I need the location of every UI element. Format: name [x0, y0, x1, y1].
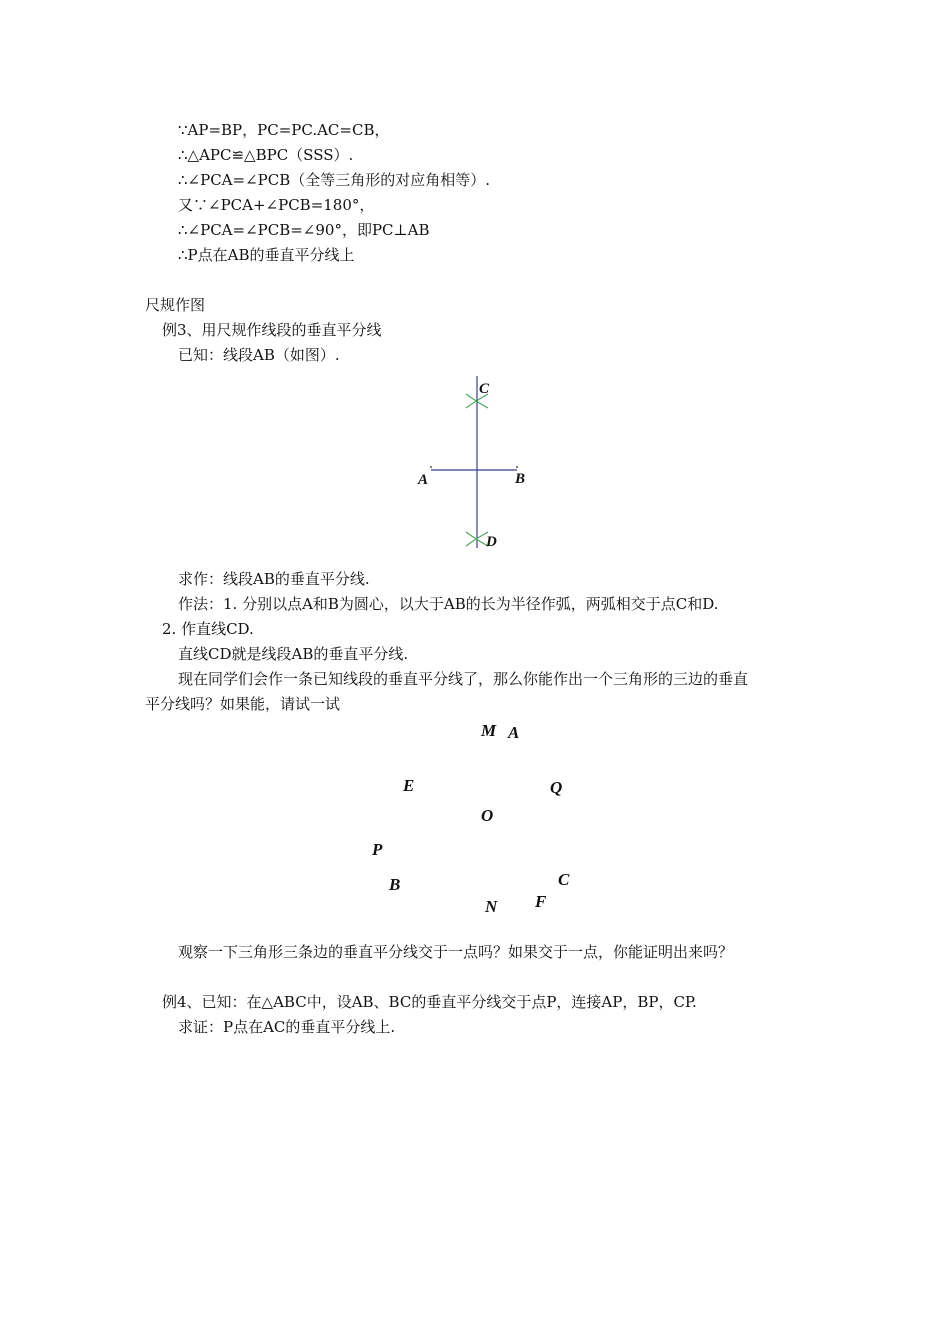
- label-tri-b: B: [389, 875, 401, 894]
- example4-given: 例4、已知：在△ABC中，设AB、BC的垂直平分线交于点P，连接AP，BP，CP.: [162, 993, 697, 1011]
- proof-line-1: ∵AP=BP，PC=PC.AC=CB，: [178, 121, 390, 139]
- label-a: A: [418, 472, 429, 488]
- example3-seek: 求作：线段AB的垂直平分线.: [178, 570, 370, 588]
- example3-question-2: 平分线吗？如果能，请试一试: [145, 695, 341, 713]
- example3-given: 已知：线段AB（如图）.: [178, 346, 340, 364]
- example3-step2: 2. 作直线CD.: [162, 620, 254, 638]
- label-q: Q: [550, 778, 563, 797]
- proof-line-4: 又∵∠PCA+∠PCB=180°，: [178, 196, 375, 214]
- section-title: 尺规作图: [145, 296, 206, 314]
- proof-line-3: ∴∠PCA=∠PCB（全等三角形的对应角相等）.: [178, 171, 491, 189]
- label-d: D: [486, 534, 497, 550]
- proof-line-5: ∴∠PCA=∠PCB=∠90°，即PC⊥AB: [178, 221, 430, 239]
- example3-title: 例3、用尺规作线段的垂直平分线: [162, 321, 382, 339]
- proof-line-2: ∴△APC≌△BPC（SSS）.: [178, 146, 354, 164]
- label-tri-a: A: [508, 723, 520, 742]
- example4-prove: 求证：P点在AC的垂直平分线上.: [178, 1018, 396, 1036]
- observe-question: 观察一下三角形三条边的垂直平分线交于一点吗？如果交于一点，你能证明出来吗？: [178, 943, 734, 961]
- label-p: P: [372, 840, 383, 859]
- label-f: F: [535, 892, 547, 911]
- example3-question-1: 现在同学们会作一条已知线段的垂直平分线了，那么你能作出一个三角形的三边的垂直: [178, 670, 749, 688]
- label-tri-c: C: [558, 870, 570, 889]
- label-n: N: [485, 897, 498, 916]
- example3-conclusion: 直线CD就是线段AB的垂直平分线.: [178, 645, 409, 663]
- label-o: O: [481, 806, 494, 825]
- label-e: E: [403, 776, 415, 795]
- point-a-dot: [430, 466, 432, 468]
- label-c: C: [479, 381, 490, 397]
- label-m: M: [481, 721, 497, 740]
- point-b-dot: [516, 466, 518, 468]
- example3-step1: 作法：1. 分别以点A和B为圆心，以大于AB的长为半径作弧，两弧相交于点C和D.: [178, 595, 719, 613]
- proof-line-6: ∴P点在AB的垂直平分线上: [178, 246, 355, 264]
- label-b: B: [515, 471, 526, 487]
